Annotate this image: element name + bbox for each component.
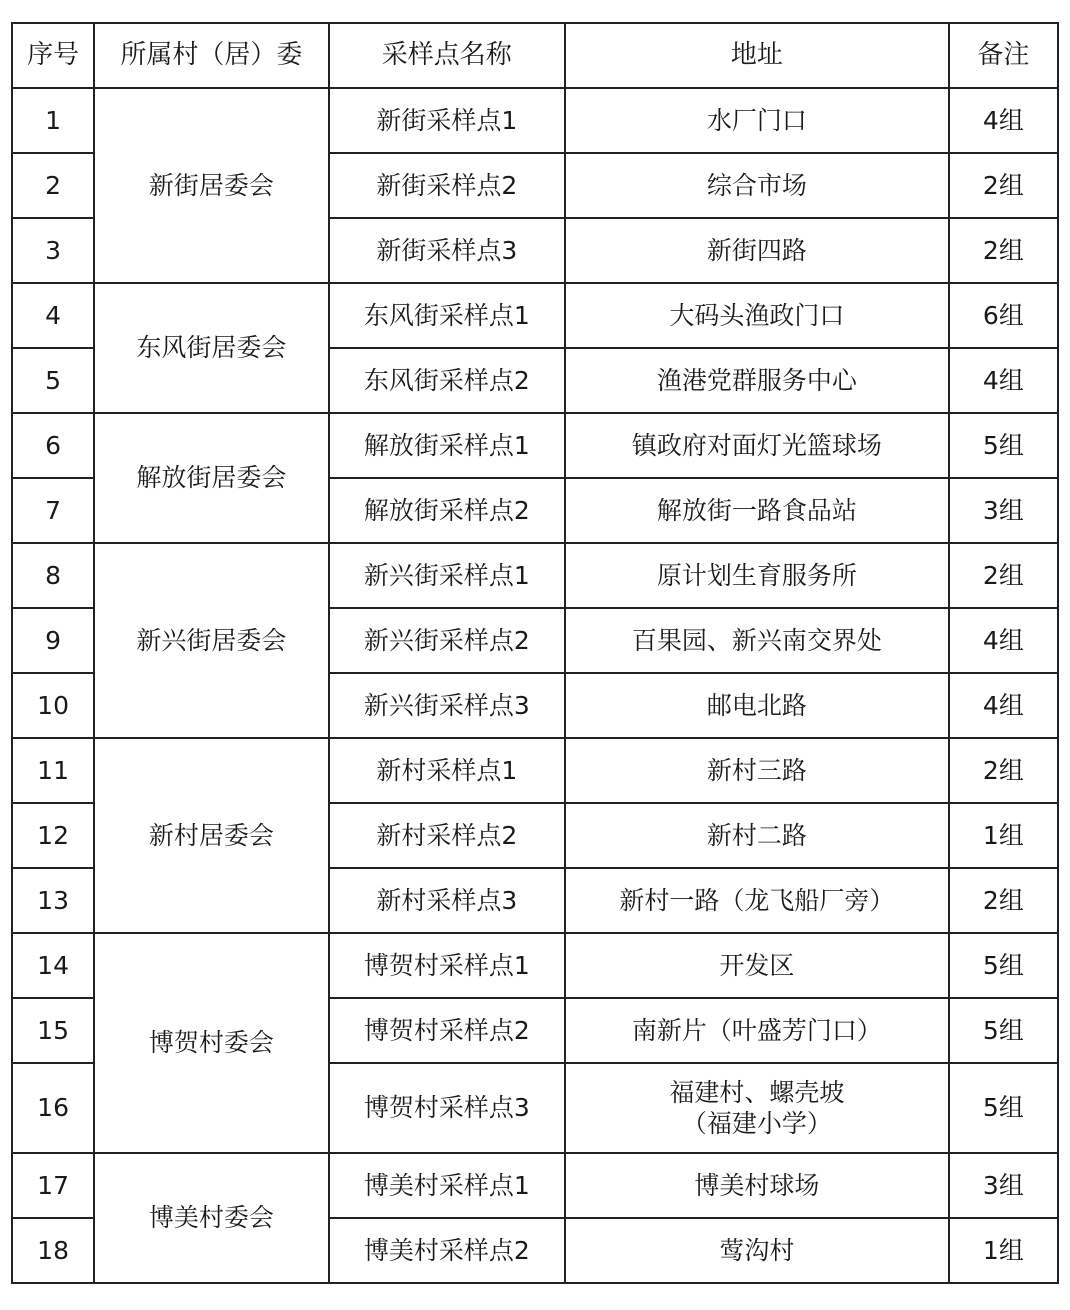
row-address-line: 福建村、螺壳坡	[669, 1077, 845, 1107]
row-no: 17	[12, 1153, 94, 1218]
row-village: 新兴街居委会	[94, 543, 328, 738]
row-address: 新村三路	[565, 738, 949, 803]
header-address: 地址	[565, 23, 949, 88]
row-site-name: 东风街采样点2	[329, 348, 565, 413]
row-site-name: 博贺村采样点3	[329, 1063, 565, 1153]
row-address-line: （福建小学）	[681, 1109, 832, 1138]
row-site-name: 新兴街采样点1	[329, 543, 565, 608]
header-no: 序号	[12, 23, 94, 88]
row-site-name: 新兴街采样点3	[329, 673, 565, 738]
row-site-name: 东风街采样点1	[329, 283, 565, 348]
row-village: 新村居委会	[94, 738, 328, 933]
row-note: 2组	[949, 738, 1058, 803]
row-no: 16	[12, 1063, 94, 1153]
row-address: 新村二路	[565, 803, 949, 868]
row-address: 邮电北路	[565, 673, 949, 738]
row-site-name: 新村采样点3	[329, 868, 565, 933]
row-no: 14	[12, 933, 94, 998]
row-note: 1组	[949, 803, 1058, 868]
row-no: 18	[12, 1218, 94, 1283]
row-no: 1	[12, 88, 94, 153]
row-no: 15	[12, 998, 94, 1063]
row-site-name: 解放街采样点1	[329, 413, 565, 478]
table-header-row	[12, 23, 1058, 88]
row-no: 10	[12, 673, 94, 738]
row-note: 3组	[949, 478, 1058, 543]
row-note: 4组	[949, 608, 1058, 673]
row-no: 6	[12, 413, 94, 478]
row-address: 百果园、新兴南交界处	[565, 608, 949, 673]
row-note: 2组	[949, 868, 1058, 933]
table-row	[12, 88, 1058, 153]
row-village: 新街居委会	[94, 88, 328, 283]
row-note: 5组	[949, 998, 1058, 1063]
row-note: 5组	[949, 1063, 1058, 1153]
row-address: 南新片（叶盛芳门口）	[565, 998, 949, 1063]
row-address: 莺沟村	[565, 1218, 949, 1283]
row-no: 13	[12, 868, 94, 933]
row-site-name: 新街采样点1	[329, 88, 565, 153]
row-address	[565, 1063, 949, 1153]
row-no: 7	[12, 478, 94, 543]
table-row	[12, 543, 1058, 608]
row-address: 开发区	[565, 933, 949, 998]
row-address: 新村一路（龙飞船厂旁）	[565, 868, 949, 933]
row-note: 4组	[949, 348, 1058, 413]
row-site-name: 解放街采样点2	[329, 478, 565, 543]
page-title-cropped	[0, 0, 1070, 8]
row-note: 2组	[949, 543, 1058, 608]
row-village: 解放街居委会	[94, 413, 328, 543]
row-no: 2	[12, 153, 94, 218]
table-row	[12, 283, 1058, 348]
row-note: 6组	[949, 283, 1058, 348]
row-village: 博美村委会	[94, 1153, 328, 1283]
row-address: 水厂门口	[565, 88, 949, 153]
row-note: 1组	[949, 1218, 1058, 1283]
row-no: 5	[12, 348, 94, 413]
table-row	[12, 933, 1058, 998]
row-note: 2组	[949, 153, 1058, 218]
row-village: 东风街居委会	[94, 283, 328, 413]
table-row	[12, 738, 1058, 803]
row-site-name: 博美村采样点1	[329, 1153, 565, 1218]
row-no: 11	[12, 738, 94, 803]
row-note: 5组	[949, 933, 1058, 998]
row-no: 8	[12, 543, 94, 608]
row-address: 综合市场	[565, 153, 949, 218]
row-site-name: 博美村采样点2	[329, 1218, 565, 1283]
row-site-name: 博贺村采样点2	[329, 998, 565, 1063]
table-row	[12, 413, 1058, 478]
row-address: 镇政府对面灯光篮球场	[565, 413, 949, 478]
row-note: 2组	[949, 218, 1058, 283]
table-row	[12, 1153, 1058, 1218]
row-address: 博美村球场	[565, 1153, 949, 1218]
row-address: 原计划生育服务所	[565, 543, 949, 608]
header-site-name: 采样点名称	[329, 23, 565, 88]
row-village: 博贺村委会	[94, 933, 328, 1153]
row-note: 4组	[949, 88, 1058, 153]
row-no: 12	[12, 803, 94, 868]
header-village: 所属村（居）委	[94, 23, 328, 88]
row-site-name: 博贺村采样点1	[329, 933, 565, 998]
row-address: 大码头渔政门口	[565, 283, 949, 348]
row-site-name: 新村采样点1	[329, 738, 565, 803]
row-site-name: 新街采样点2	[329, 153, 565, 218]
row-note: 4组	[949, 673, 1058, 738]
row-address: 解放街一路食品站	[565, 478, 949, 543]
header-note: 备注	[949, 23, 1058, 88]
row-address: 新街四路	[565, 218, 949, 283]
row-site-name: 新街采样点3	[329, 218, 565, 283]
row-address: 渔港党群服务中心	[565, 348, 949, 413]
row-no: 4	[12, 283, 94, 348]
row-site-name: 新兴街采样点2	[329, 608, 565, 673]
sampling-sites-table	[11, 22, 1059, 1284]
row-no: 3	[12, 218, 94, 283]
row-note: 3组	[949, 1153, 1058, 1218]
row-no: 9	[12, 608, 94, 673]
row-note: 5组	[949, 413, 1058, 478]
row-site-name: 新村采样点2	[329, 803, 565, 868]
